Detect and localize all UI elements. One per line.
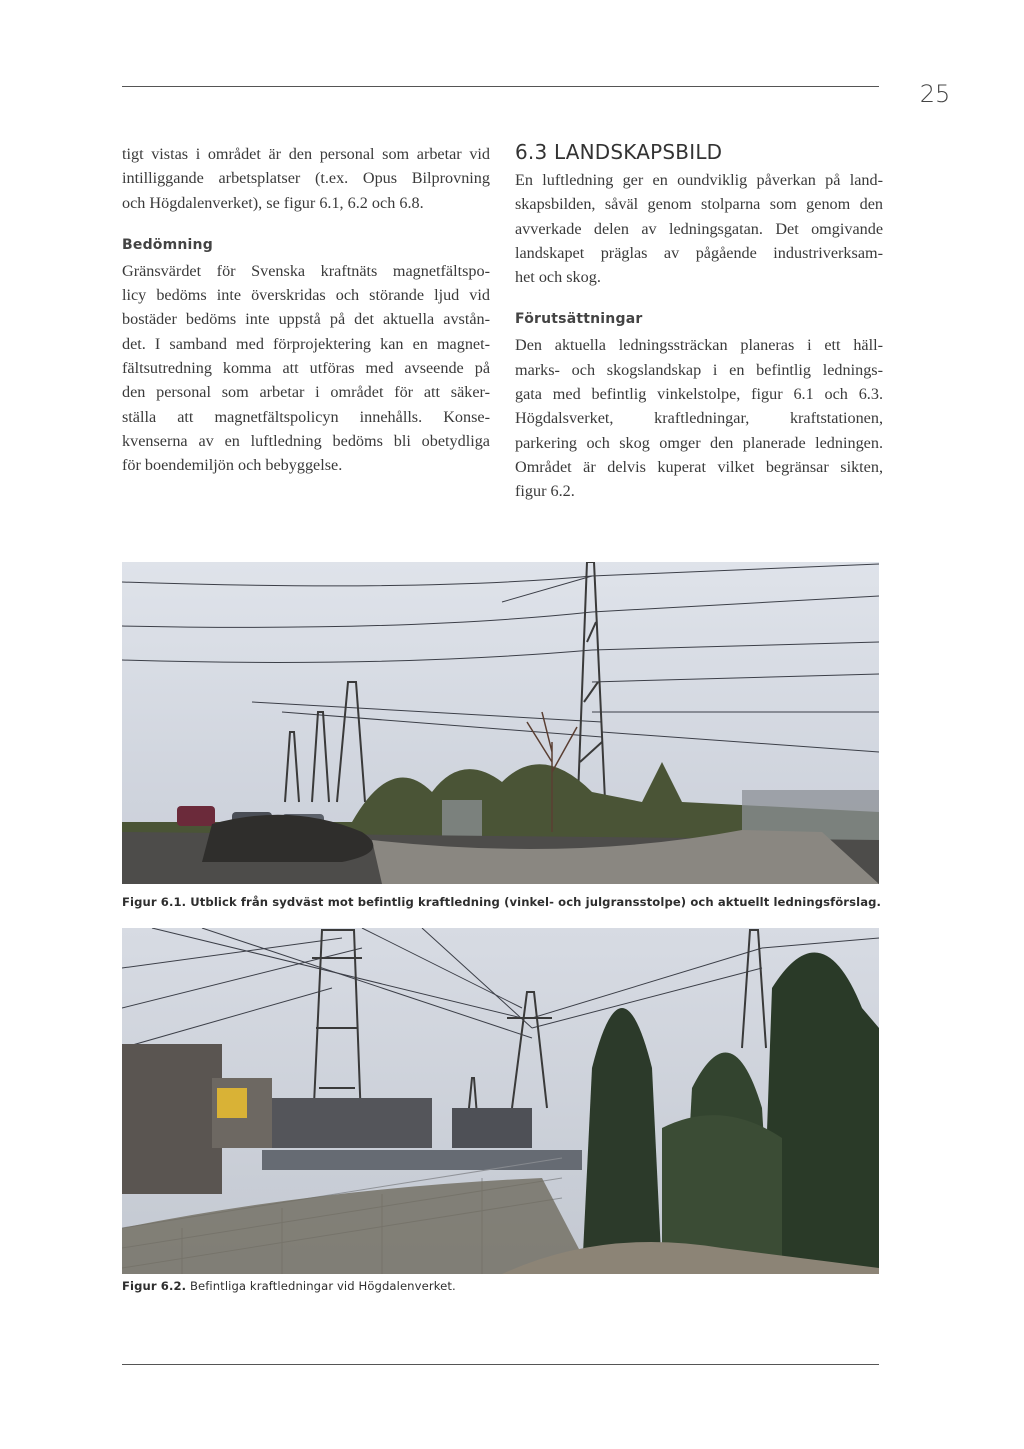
text-line: ställa att magnetfältspolicyn innehålls. Konse-	[122, 407, 490, 426]
bottom-rule	[122, 1364, 879, 1365]
photo-figure-6-1	[122, 562, 879, 884]
text-line: och Högdalenverket), se figur 6.1, 6.2 och 6.8.	[122, 193, 424, 212]
text-line: för boendemiljön och bebyggelse.	[122, 456, 343, 475]
text-line: fältsutredning komma att utföras med avseende på	[122, 359, 490, 378]
text-line: tigt vistas i området är den personal som arbetar vid	[122, 145, 490, 163]
text-line: figur 6.2.	[515, 482, 575, 501]
text-line: skapsbilden, såväl genom stolparna som genom den	[515, 195, 883, 214]
text-line: avverkade delen av ledningsgatan. Det omgivande	[515, 219, 883, 238]
right-paragraph-1	[515, 168, 883, 289]
right-paragraph-2	[515, 333, 883, 503]
text-line: bostäder bedöms inte uppstå på det aktuella avstån-	[122, 310, 490, 329]
text-line: intilliggande arbetsplatser (t.ex. Opus Bilprovning	[122, 169, 490, 188]
text-line: Den aktuella ledningssträckan planeras i ett häll-	[515, 336, 883, 355]
text-line: kvenserna av en luftledning bedöms bli obetydliga	[122, 431, 490, 450]
right-column	[515, 140, 883, 504]
text-line: marks- och skogslandskap i en befintlig lednings-	[515, 360, 883, 379]
figure-6-2-text: Befintliga kraftledningar vid Högdalenverket.	[186, 1279, 456, 1293]
text-line: Högdalsverket, kraftledningar, kraftstationen,	[515, 409, 883, 428]
text-line: parkering och skog omger den planerade ledningen.	[515, 433, 883, 452]
text-line: En luftledning ger en oundviklig påverkan på land-	[515, 171, 883, 189]
page-number: 25	[919, 80, 951, 108]
figure-6-2-caption	[122, 1279, 456, 1293]
text-line: Området är delvis kuperat vilket begränsar sikten,	[515, 457, 883, 476]
text-line: det. I samband med förprojektering kan en magnet-	[122, 334, 490, 353]
left-paragraph-2	[122, 259, 490, 478]
text-line: landskapet präglas av pågående industriverksam-	[515, 243, 883, 262]
text-line: gata med befintlig vinkelstolpe, figur 6.1 och 6.3.	[515, 385, 883, 404]
figure-6-1-caption: Figur 6.1. Utblick från sydväst mot befintlig kraftledning (vinkel- och julgransstolpe) och aktuellt ledningsförslag.	[122, 895, 882, 909]
top-rule	[122, 86, 879, 87]
text-line: licy bedöms inte överskridas och störande ljud vid	[122, 286, 490, 305]
section-title: 6.3 LANDSKAPSBILD	[515, 140, 723, 164]
left-paragraph-1	[122, 142, 490, 215]
text-line: den personal som arbetar i området för att säker-	[122, 383, 490, 402]
photo-figure-6-2	[122, 928, 879, 1274]
heading-forutsattningar: Förutsättningar	[515, 311, 643, 328]
left-column	[122, 142, 490, 478]
text-line: het och skog.	[515, 268, 601, 287]
text-line: Gränsvärdet för Svenska kraftnäts magnetfältspo-	[122, 261, 490, 280]
heading-bedomning: Bedömning	[122, 236, 213, 253]
figure-6-2-label: Figur 6.2.	[122, 1279, 187, 1293]
